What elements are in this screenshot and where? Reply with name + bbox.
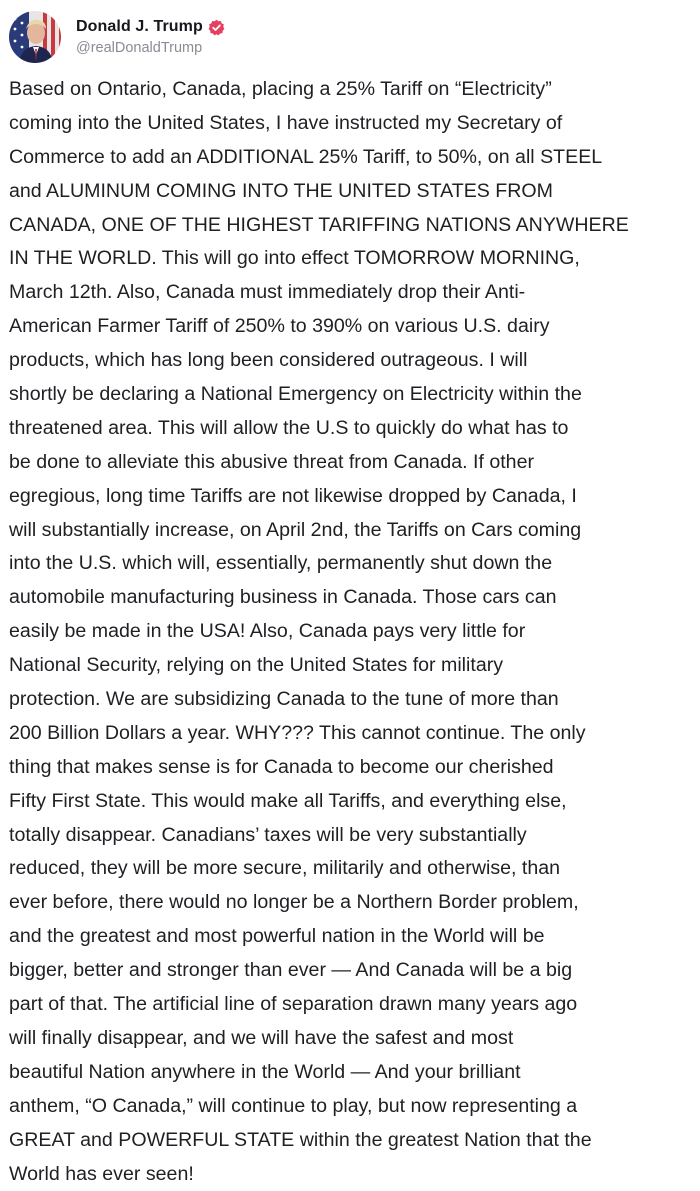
post-text-line: will finally disappear, and we will have the safest and most — [9, 1026, 514, 1049]
post-text-line: Fifty First State. This would make all Tariffs, and everything else, — [9, 789, 567, 812]
post-text-line: products, which has long been considered outrageous. I will — [9, 349, 528, 372]
post-text-line: ever before, there would no longer be a Northern Border problem, — [9, 891, 579, 914]
post-text-line: be done to alleviate this abusive threat from Canada. If other — [9, 450, 534, 473]
post-text-line: March 12th. Also, Canada must immediately drop their Anti- — [9, 281, 526, 304]
post-text-line: bigger, better and stronger than ever — And Canada will be a big — [9, 959, 573, 982]
post-text-line: into the U.S. which will, essentially, permanently shut down the — [9, 552, 553, 575]
post-text-line: coming into the United States, I have instructed my Secretary of — [9, 111, 563, 134]
post-text-line: shortly be declaring a National Emergency on Electricity within the — [9, 383, 582, 406]
post-text-line: 200 Billion Dollars a year. WHY??? This cannot continue. The only — [9, 721, 586, 744]
avatar[interactable] — [9, 11, 61, 63]
post-text-line: American Farmer Tariff of 250% to 390% on various U.S. dairy — [9, 315, 550, 338]
post-text-line: GREAT and POWERFUL STATE within the greatest Nation that the — [9, 1128, 592, 1151]
post-body — [9, 73, 699, 1191]
post-text-line: part of that. The artificial line of separation drawn many years ago — [9, 993, 578, 1016]
post-text-line: National Security, relying on the United States for military — [9, 654, 504, 677]
post-text-line: IN THE WORLD. This will go into effect TOMORROW MORNING, — [9, 247, 580, 270]
post-text-line: Commerce to add an ADDITIONAL 25% Tariff, to 50%, on all STEEL — [9, 145, 603, 168]
author-display-name[interactable]: Donald J. Trump — [76, 18, 203, 35]
post-text-line: CANADA, ONE OF THE HIGHEST TARIFFING NATIONS ANYWHERE — [9, 213, 629, 236]
author-handle[interactable]: @realDonaldTrump — [76, 40, 203, 56]
post-text-line: will substantially increase, on April 2nd, the Tariffs on Cars coming — [9, 518, 582, 541]
avatar-image — [9, 11, 61, 63]
author-identity — [76, 16, 225, 56]
post-text-line: egregious, long time Tariffs are not likewise dropped by Canada, I — [9, 484, 577, 507]
post-text-line: and the greatest and most powerful nation in the World will be — [9, 925, 545, 948]
post-text-line: threatened area. This will allow the U.S to quickly do what has to — [9, 416, 569, 439]
post-text-line: Based on Ontario, Canada, placing a 25% Tariff on “Electricity” — [9, 78, 552, 100]
post-text-line: and ALUMINUM COMING INTO THE UNITED STATES FROM — [9, 179, 553, 202]
post-text-line: beautiful Nation anywhere in the World — And your brilliant — [9, 1060, 521, 1083]
post-text-line: reduced, they will be more secure, militarily and otherwise, than — [9, 857, 561, 880]
post-text-line: protection. We are subsidizing Canada to the tune of more than — [9, 688, 559, 711]
post-text-line: automobile manufacturing business in Canada. Those cars can — [9, 586, 557, 609]
post-text-line: thing that makes sense is for Canada to become our cherished — [9, 755, 554, 778]
post-text-line: easily be made in the USA! Also, Canada pays very little for — [9, 620, 526, 643]
post-text-line: World has ever seen! — [9, 1162, 194, 1185]
post-text-line: totally disappear. Canadians’ taxes will be very substantially — [9, 823, 527, 846]
post-header — [9, 10, 225, 64]
verified-badge-icon — [208, 19, 225, 36]
post-text-line: anthem, “O Canada,” will continue to play, but now representing a — [9, 1094, 578, 1117]
name-row — [76, 16, 225, 38]
